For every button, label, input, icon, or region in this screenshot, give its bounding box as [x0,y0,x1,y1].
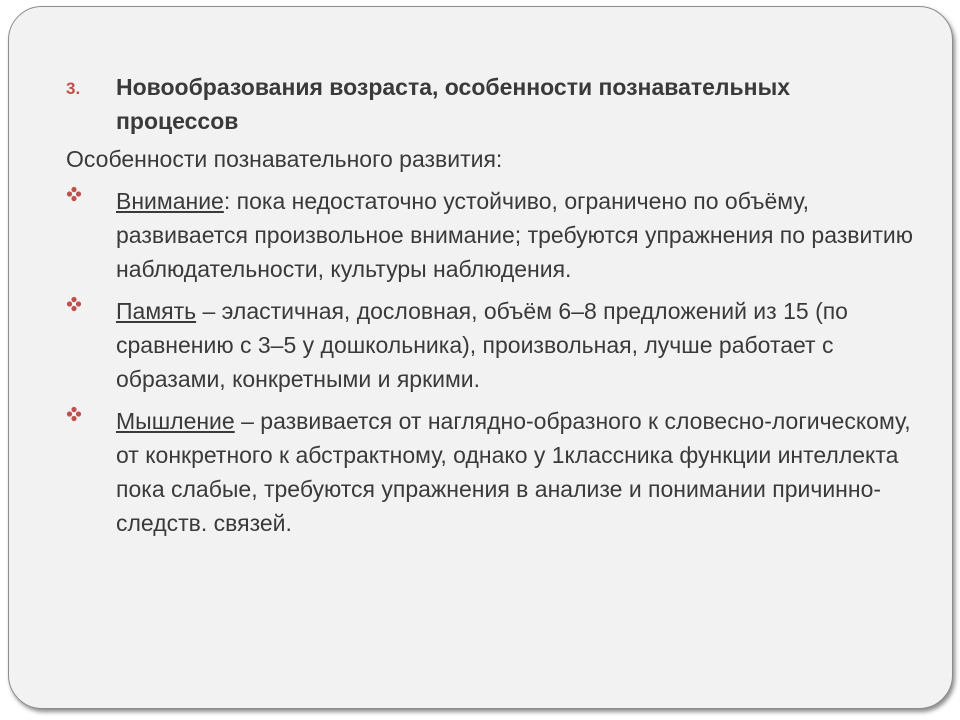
bullet-body [116,294,916,396]
heading-number: 3. [66,79,81,98]
bullet-body [116,404,916,540]
bullet-body [116,184,916,286]
bullet-text: : пока недостаточно устойчиво, ограничено по объёму, развивается произвольное внимание; требуются упражнения по развитию наблюдательности, культуры наблюдения. [116,188,913,282]
bullet-text: – развивается от наглядно-образного к словесно-логическому, от конкретного к абстрактному, однако у 1классника функции интеллекта пока слабые, требуются упражнения в анализе и понимании причинно-следств. связей. [116,408,911,536]
slide-content [66,70,916,548]
bullet-memory [66,294,916,396]
bullet-term: Мышление [116,408,235,434]
bullet-text: – эластичная, дословная, объём 6–8 предложений из 15 (по сравнению с 3–5 у дошкольника), произвольная, лучше работает с образами, конкретными и яркими. [116,298,848,392]
diamond-bullet-icon [66,294,116,312]
bullet-thinking [66,404,916,540]
heading-text: Новообразования возраста, особенности познавательных процессов [116,74,790,134]
diamond-bullet-icon [66,404,116,422]
slide-heading [66,70,916,138]
diamond-bullet-icon [66,184,116,202]
subtitle: Особенности познавательного развития: [66,146,503,172]
bullet-term: Внимание [116,188,224,214]
bullet-term: Память [116,298,197,324]
bullet-attention [66,184,916,286]
